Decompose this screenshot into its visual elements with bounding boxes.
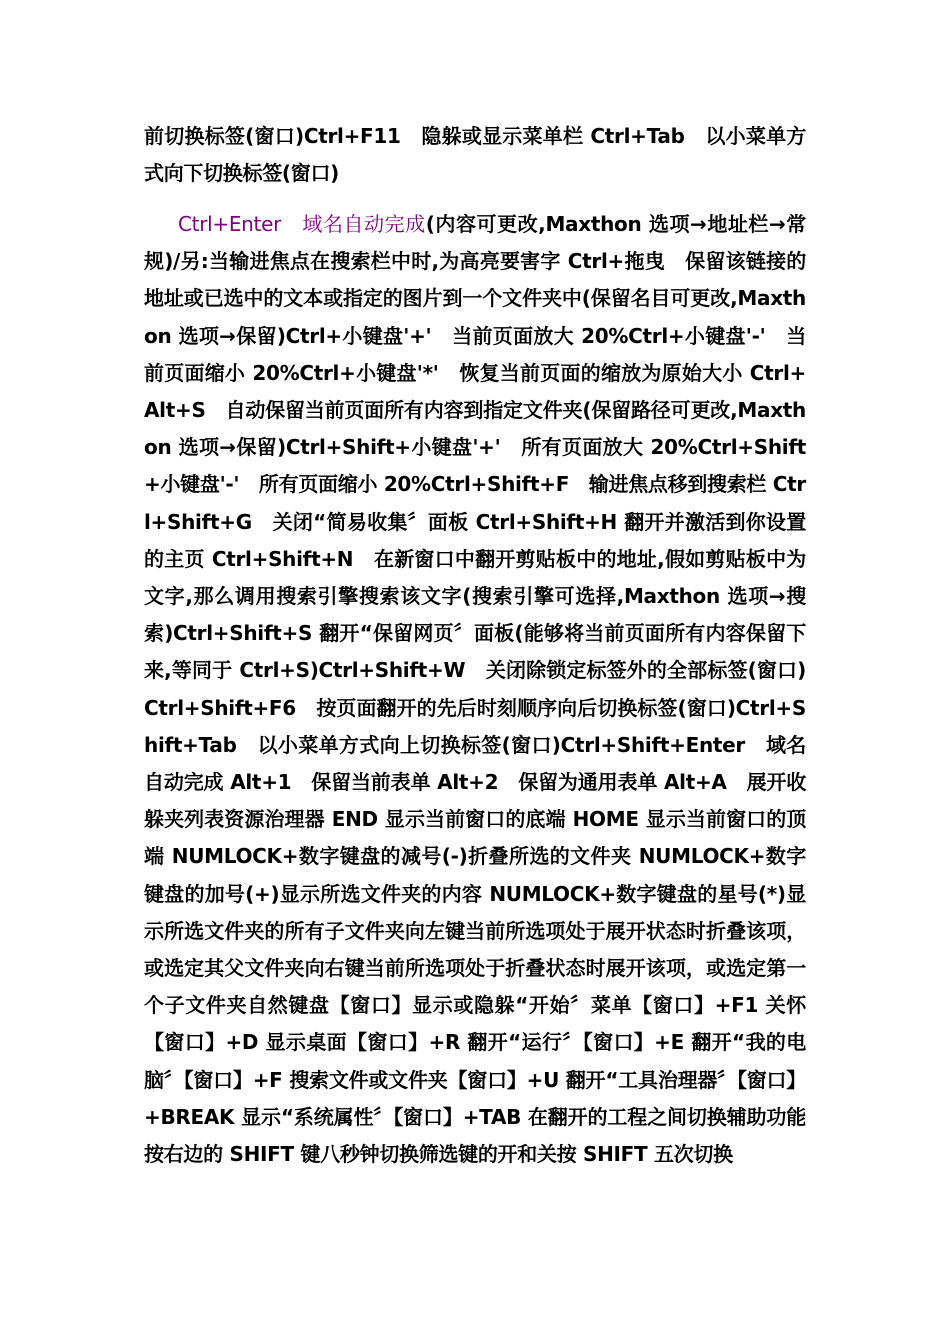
paragraph-shortcuts-main — [144, 206, 806, 1173]
paragraph-shortcuts-tabs — [144, 118, 806, 192]
paragraph-1-text: 前切换标签(窗口)Ctrl+F11 隐躲或显示菜单栏 Ctrl+Tab 以小菜单方式向下切换标签(窗口) — [144, 124, 806, 186]
paragraph-2-body: (内容可更改,Maxthon 选项→地址栏→常规)/另:当输进焦点在搜索栏中时,为高亮要害字 Ctrl+拖曳 保留该链接的地址或已选中的文本或指定的图片到一个文件夹中(保留名目可更改,Maxthon 选项→保留)Ctrl+小键盘'+' 当前页面放大 20%Ctrl+小键盘'-' 当前页面缩小 20%Ctrl+小键盘'*' 恢复当前页面的缩放为原始大小 Ctrl+Alt+S 自动保留当前页面所有内容到指定文件夹(保留路径可更改,Maxthon 选项→保留)Ctrl+Shift+小键盘'+' 所有页面放大 20%Ctrl+Shift+小键盘'-' 所有页面缩小 20%Ctrl+Shift+F 输进焦点移到搜索栏 Ctrl+Shift+G 关闭“简易收集〞面板 Ctrl+Shift+H 翻开并激活到你设置的主页 Ctrl+Shift+N 在新窗口中翻开剪贴板中的地址,假如剪贴板中为文字,那么调用搜索引擎搜索该文字(搜索引擎可选择,Maxthon 选项→搜索)Ctrl+Shift+S 翻开“保留网页〞面板(能够将当前页面所有内容保留下来,等同于 Ctrl+S)Ctrl+Shift+W 关闭除锁定标签外的全部标签(窗口)Ctrl+Shift+F6 按页面翻开的先后时刻顺序向后切换标签(窗口)Ctrl+Shift+Tab 以小菜单方式向上切换标签(窗口)Ctrl+Shift+Enter 域名自动完成 Alt+1 保留当前表单 Alt+2 保留为通用表单 Alt+A 展开收躲夹列表资源治理器 END 显示当前窗口的底端 HOME 显示当前窗口的顶端 NUMLOCK+数字键盘的减号(-)折叠所选的文件夹 NUMLOCK+数字键盘的加号(+)显示所选文件夹的内容 NUMLOCK+数字键盘的星号(*)显示所选文件夹的所有子文件夹向左键当前所选项处于展开状态时折叠该项，或选定其父文件夹向右键当前所选项处于折叠状态时展开该项，或选定第一个子文件夹自然键盘【窗口】显示或隐躲“开始〞菜单【窗口】+F1 关怀【窗口】+D 显示桌面【窗口】+R 翻开“运行〞【窗口】+E 翻开“我的电脑〞【窗口】+F 搜索文件或文件夹【窗口】+U 翻开“工具治理器〞【窗口】+BREAK 显示“系统属性〞【窗口】+TAB 在翻开的工程之间切换辅助功能按右边的 SHIFT 键八秒钟切换筛选键的开和关按 SHIFT 五次切换 — [144, 212, 806, 1167]
paragraph-2-lead: Ctrl+Enter 域名自动完成 — [178, 212, 426, 236]
